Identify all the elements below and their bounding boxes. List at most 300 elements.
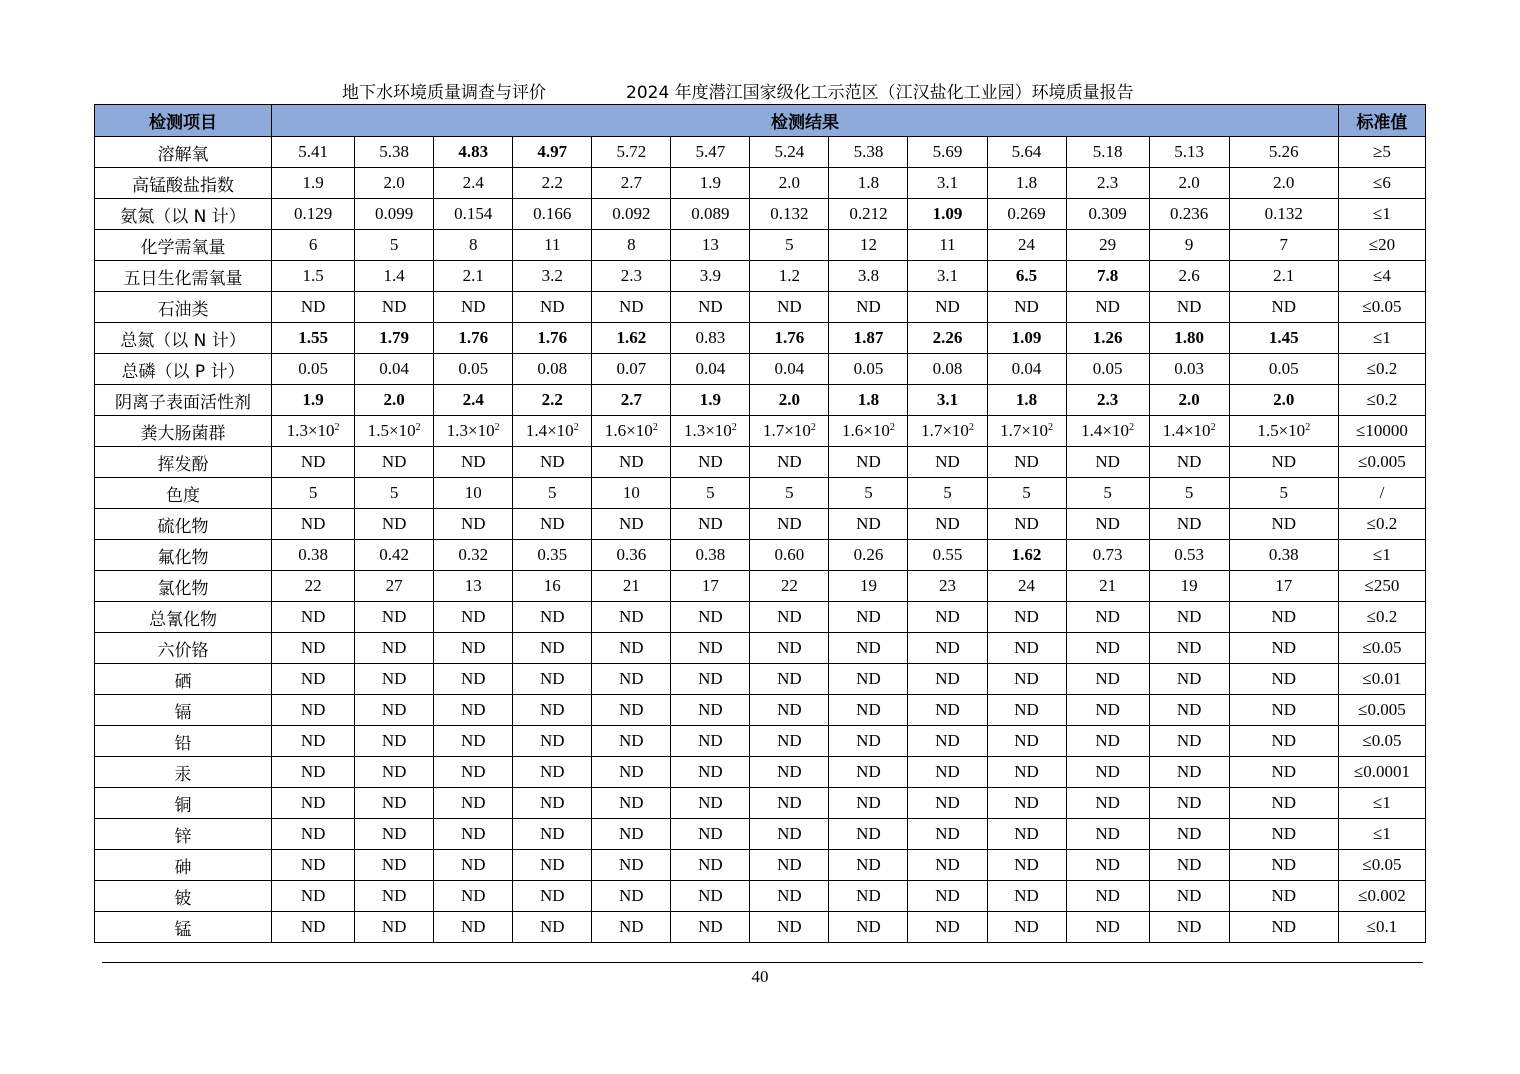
result-value: ND [300,514,326,533]
result-cell [671,664,750,695]
result-cell [434,416,513,447]
result-value: 11 [544,235,561,254]
result-cell [1149,168,1229,199]
result-cell [592,385,671,416]
result-cell [1149,695,1229,726]
row-item-label: 锌 [95,819,272,850]
result-value: ND [1271,762,1297,781]
row-item-label: 镉 [95,695,272,726]
result-cell [750,788,829,819]
standard-value: ≤1 [1338,788,1425,819]
result-value: 5.72 [616,142,647,161]
result-value: ND [935,514,960,533]
result-cell [1149,292,1229,323]
result-value: ND [1014,917,1039,936]
result-cell [750,292,829,323]
result-cell [750,757,829,788]
result-cell [434,478,513,509]
result-cell [987,726,1066,757]
result-cell [272,230,355,261]
result-cell [355,137,434,168]
result-value: ND [698,638,723,657]
standard-value: ≤0.005 [1338,447,1425,478]
result-cell [513,602,592,633]
result-cell [1066,571,1149,602]
result-value: 24 [1018,576,1036,595]
result-value: 1.79 [379,328,410,347]
result-cell [355,695,434,726]
result-cell [1066,788,1149,819]
result-cell [1066,602,1149,633]
result-cell [829,540,908,571]
result-cell [513,726,592,757]
standard-value: ≤0.2 [1338,602,1425,633]
row-item-label: 化学需氧量 [95,230,272,261]
result-value: 4.97 [537,142,568,161]
result-cell [592,819,671,850]
result-cell [1229,819,1338,850]
result-cell [1149,881,1229,912]
result-cell [355,633,434,664]
result-cell [1066,478,1149,509]
result-cell [592,664,671,695]
result-value: 5.38 [853,142,884,161]
result-value: ND [777,607,802,626]
result-cell [829,478,908,509]
result-value: 0.83 [695,328,726,347]
result-value: 5.64 [1011,142,1042,161]
result-value: 0.07 [616,359,647,378]
result-value: 0.269 [1007,204,1046,223]
result-cell [829,509,908,540]
result-value: ND [935,638,960,657]
result-cell [1229,323,1338,354]
running-header-section: 地下水环境质量调查与评价 [342,83,546,103]
result-cell [272,447,355,478]
result-value: ND [1014,793,1039,812]
table-row [95,385,1426,416]
result-cell [829,695,908,726]
result-value: 21 [1099,576,1117,595]
result-cell [272,788,355,819]
result-cell [592,695,671,726]
result-cell [829,323,908,354]
result-cell [750,199,829,230]
result-value: ND [856,917,881,936]
result-cell [513,571,592,602]
result-cell [272,323,355,354]
result-value: ND [856,731,881,750]
result-value: 3.1 [936,266,959,285]
result-value: ND [1271,514,1297,533]
result-cell [829,571,908,602]
result-value: ND [300,700,326,719]
result-cell [1149,385,1229,416]
row-item-label: 色度 [95,478,272,509]
result-cell [671,447,750,478]
table-row [95,478,1426,509]
result-value: ND [300,452,326,471]
result-cell [987,912,1066,943]
row-item-label: 锰 [95,912,272,943]
result-cell [750,602,829,633]
result-cell [987,416,1066,447]
running-header-report-title: 2024 年度潜江国家级化工示范区（江汉盐化工业园）环境质量报告 [626,83,1134,103]
result-value: ND [539,452,565,471]
result-value: 0.04 [379,359,410,378]
result-cell [671,199,750,230]
result-cell [1066,323,1149,354]
result-value: ND [1271,700,1297,719]
result-cell [355,757,434,788]
result-value: ND [1176,886,1202,905]
result-cell [513,788,592,819]
result-cell [750,261,829,292]
result-cell [987,292,1066,323]
result-cell [671,416,750,447]
result-value: 6 [308,235,318,254]
result-cell [272,385,355,416]
result-value: 16 [543,576,561,595]
result-cell [987,633,1066,664]
result-cell [434,819,513,850]
result-value: ND [460,607,486,626]
result-value: 0.03 [1174,359,1205,378]
result-cell [1149,788,1229,819]
result-cell [908,602,987,633]
result-value: 0.26 [853,545,884,564]
result-value: ND [460,297,486,316]
result-cell [829,447,908,478]
result-cell [908,447,987,478]
result-value: ND [619,452,644,471]
row-item-label: 铅 [95,726,272,757]
result-value: ND [1176,762,1202,781]
result-cell [513,137,592,168]
result-value: ND [619,855,644,874]
result-value: ND [381,762,407,781]
result-cell [829,416,908,447]
result-cell [1149,447,1229,478]
result-cell [272,819,355,850]
table-row [95,850,1426,881]
result-value: 3.1 [936,390,959,409]
result-value: ND [698,762,723,781]
result-value: 5.24 [774,142,805,161]
result-value: 2.7 [620,173,642,192]
row-item-label: 总氰化物 [95,602,272,633]
result-cell [355,788,434,819]
result-cell [434,602,513,633]
result-cell [592,168,671,199]
result-cell [434,757,513,788]
result-cell [434,354,513,385]
result-cell [1066,757,1149,788]
result-value: 8 [468,235,478,254]
result-value: ND [698,514,723,533]
result-cell [1066,726,1149,757]
table-row [95,354,1426,385]
result-cell [1066,695,1149,726]
result-cell [750,819,829,850]
result-value: 0.55 [932,545,963,564]
result-cell [987,819,1066,850]
result-value: ND [1095,700,1120,719]
result-value: ND [935,452,960,471]
result-cell [750,447,829,478]
result-cell [592,912,671,943]
standard-value: ≤0.002 [1338,881,1425,912]
result-value: ND [1271,824,1297,843]
result-value: 2.0 [1178,390,1200,409]
result-cell [671,571,750,602]
result-cell [1229,385,1338,416]
result-value: ND [619,762,644,781]
table-row [95,540,1426,571]
result-value: 12 [859,235,877,254]
row-item-label: 六价铬 [95,633,272,664]
result-value: 2.4 [462,173,484,192]
result-cell [1066,261,1149,292]
result-exponent: 2 [731,422,737,433]
result-value: 2.0 [1273,390,1295,409]
result-cell [829,788,908,819]
standard-value: ≤1 [1338,199,1425,230]
result-value: ND [460,731,486,750]
row-item-label: 总磷（以 P 计） [95,354,272,385]
standard-value: ≤10000 [1338,416,1425,447]
result-cell [1149,323,1229,354]
result-cell [434,540,513,571]
result-cell [434,385,513,416]
result-cell [1229,633,1338,664]
result-cell [829,385,908,416]
result-value: 0.38 [1268,545,1299,564]
result-cell [671,881,750,912]
result-value: 0.132 [1264,204,1303,223]
result-cell [272,757,355,788]
result-value: 4.83 [458,142,489,161]
result-value: ND [777,700,802,719]
result-cell [750,168,829,199]
result-cell [908,571,987,602]
result-value: ND [777,638,802,657]
result-cell [1229,137,1338,168]
result-value: ND [1014,638,1039,657]
result-cell [750,726,829,757]
result-value: ND [381,297,407,316]
result-cell [987,788,1066,819]
result-cell [908,354,987,385]
result-cell [671,385,750,416]
result-cell [1066,819,1149,850]
result-cell [1149,199,1229,230]
result-value: ND [539,762,565,781]
result-cell [513,540,592,571]
water-quality-results-table [94,104,1426,943]
result-value: ND [1095,762,1120,781]
result-value: 2.0 [1178,173,1200,192]
result-cell [1066,354,1149,385]
result-value: ND [1176,669,1202,688]
result-value: ND [856,762,881,781]
result-value: 5 [785,483,794,502]
result-cell [987,354,1066,385]
result-value: ND [856,700,881,719]
result-cell [513,416,592,447]
result-cell [272,664,355,695]
result-cell [513,695,592,726]
result-exponent: 2 [810,422,816,433]
result-value: ND [777,297,802,316]
result-value: ND [300,607,326,626]
result-value: ND [1176,297,1202,316]
result-cell [355,168,434,199]
result-cell [1229,447,1338,478]
row-item-label: 五日生化需氧量 [95,261,272,292]
result-value: 1.09 [932,204,963,223]
result-value: ND [539,793,565,812]
result-cell [1229,788,1338,819]
result-value: ND [460,886,486,905]
result-value: 1.4×10 [1162,421,1211,440]
result-cell [1229,912,1338,943]
result-value: 1.8 [1015,173,1038,192]
result-value: ND [856,855,881,874]
standard-value: ≤0.2 [1338,385,1425,416]
result-cell [1149,540,1229,571]
result-cell [750,385,829,416]
result-cell [513,478,592,509]
result-value: ND [619,669,644,688]
result-value: ND [856,638,881,657]
table-row [95,757,1426,788]
result-value: 19 [859,576,877,595]
result-cell [355,912,434,943]
result-value: 2.4 [462,390,484,409]
result-value: ND [460,793,486,812]
result-cell [987,850,1066,881]
result-cell [671,540,750,571]
result-cell [434,788,513,819]
result-value: 5.13 [1174,142,1205,161]
result-value: ND [698,452,723,471]
result-value: ND [935,917,960,936]
result-cell [434,633,513,664]
result-cell [355,571,434,602]
result-cell [1066,385,1149,416]
result-value: ND [935,793,960,812]
result-cell [355,385,434,416]
result-value: ND [856,452,881,471]
result-value: ND [698,917,723,936]
result-cell [1066,137,1149,168]
result-cell [908,881,987,912]
result-value: ND [1014,762,1039,781]
result-cell [272,540,355,571]
result-value: ND [1095,731,1120,750]
result-cell [1149,664,1229,695]
row-item-label: 高锰酸盐指数 [95,168,272,199]
result-cell [272,726,355,757]
result-cell [1066,199,1149,230]
table-row [95,726,1426,757]
standard-value: ≤4 [1338,261,1425,292]
result-value: ND [1014,886,1039,905]
result-value: 1.09 [1011,328,1042,347]
result-value: ND [1271,855,1297,874]
result-value: 1.8 [857,390,880,409]
result-cell [1066,881,1149,912]
result-cell [671,478,750,509]
result-exponent: 2 [573,422,579,433]
result-value: ND [1271,793,1297,812]
result-value: 5 [1103,483,1112,502]
result-exponent: 2 [1047,422,1053,433]
result-value: ND [1271,638,1297,657]
result-value: ND [300,669,326,688]
result-cell [1149,819,1229,850]
result-value: ND [1176,855,1202,874]
result-value: ND [619,793,644,812]
result-value: 13 [701,235,719,254]
result-cell [750,416,829,447]
result-cell [513,323,592,354]
result-cell [750,633,829,664]
result-cell [987,881,1066,912]
standard-value: ≤0.005 [1338,695,1425,726]
result-value: ND [300,917,326,936]
result-value: ND [856,297,881,316]
result-cell [272,137,355,168]
result-cell [750,850,829,881]
result-cell [355,819,434,850]
result-cell [750,881,829,912]
result-value: 0.05 [298,359,328,378]
result-cell [513,168,592,199]
result-value: 1.5×10 [1257,421,1306,440]
table-row [95,788,1426,819]
result-value: ND [698,824,723,843]
result-cell [272,850,355,881]
result-cell [829,292,908,323]
result-value: 2.3 [1096,390,1119,409]
result-value: ND [1271,669,1297,688]
result-value: ND [935,855,960,874]
result-cell [987,385,1066,416]
result-value: 1.9 [302,390,324,409]
result-cell [355,416,434,447]
result-value: 10 [622,483,640,502]
result-cell [908,819,987,850]
result-cell [513,912,592,943]
result-cell [355,726,434,757]
result-value: ND [381,855,407,874]
standard-value: / [1338,478,1425,509]
result-value: 1.80 [1174,328,1205,347]
standard-value: ≤0.2 [1338,509,1425,540]
table-row [95,230,1426,261]
result-value: ND [539,607,565,626]
result-value: 22 [780,576,798,595]
result-value: 5 [389,235,399,254]
result-cell [1229,602,1338,633]
result-cell [592,416,671,447]
result-cell [434,199,513,230]
result-value: 0.08 [537,359,568,378]
result-cell [1229,292,1338,323]
result-value: ND [300,886,326,905]
